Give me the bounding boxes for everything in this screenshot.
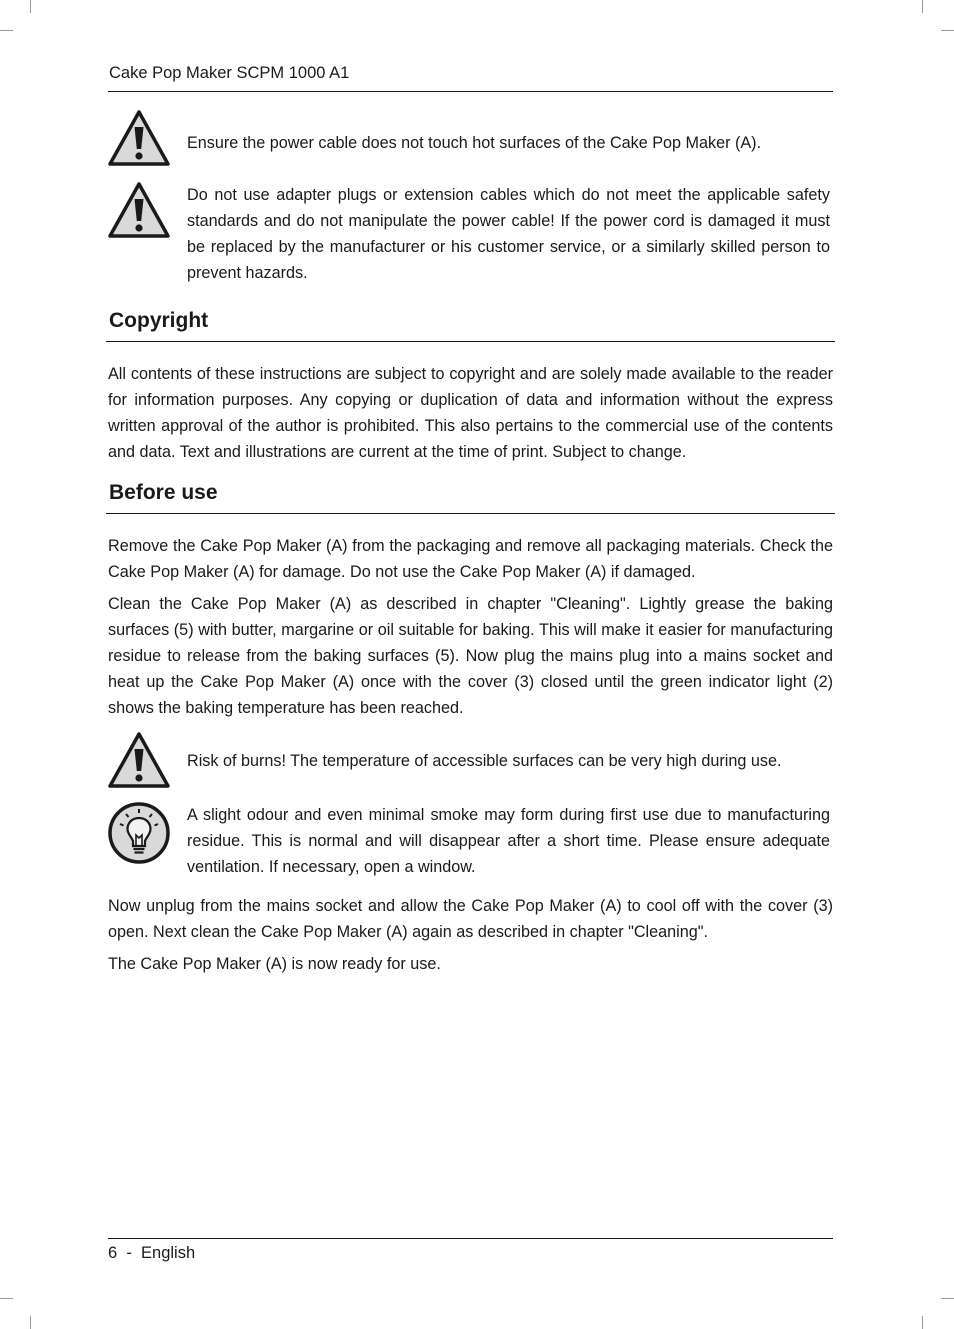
crop-mark: [0, 30, 13, 31]
warning-text: Risk of burns! The temperature of accessible surfaces can be very high during use.: [187, 752, 782, 770]
warning-icon: [108, 182, 170, 238]
crop-mark: [922, 1316, 923, 1329]
before-use-paragraph-2: Clean the Cake Pop Maker (A) as described in chapter "Cleaning". Lightly grease the baking surfaces (5) with butter, margarine or oil suitable for baking. This will make it easier for manufacturing residue to release from the baking surfaces (5). Now plug the mains plug into a mains socket and heat up the Cake Pop Maker (A) once with the cover (3) closed until the green indicator light (2) shows the baking temperature has been reached.: [108, 595, 833, 717]
crop-mark: [941, 30, 954, 31]
before-use-paragraph-3: Now unplug from the mains socket and allow the Cake Pop Maker (A) to cool off with the cover (3) open. Next clean the Cake Pop Maker (A) again as described in chapter "Cleaning".: [108, 897, 833, 941]
page-header-title: Cake Pop Maker SCPM 1000 A1: [109, 64, 350, 82]
page-header: [108, 62, 833, 92]
lightbulb-icon: [108, 802, 170, 864]
page-footer: [108, 1238, 833, 1263]
copyright-paragraph: All contents of these instructions are subject to copyright and are solely made available to the reader for information purposes. Any copying or duplication of data and information without the express written approval of the author is prohibited. This also pertains to the commercial use of the contents and data. Text and illustrations are current at the time of print. Subject to change.: [108, 365, 833, 461]
before-use-paragraph-4: The Cake Pop Maker (A) is now ready for use.: [108, 955, 441, 973]
tip-text: A slight odour and even minimal smoke may form during first use due to manufacturing residue. This is normal and will disappear after a short time. Please ensure adequate ventilation. If necessary, open a window.: [187, 806, 830, 876]
crop-mark: [941, 1298, 954, 1299]
warning-text: Ensure the power cable does not touch hot surfaces of the Cake Pop Maker (A).: [187, 134, 762, 152]
crop-mark: [0, 1298, 13, 1299]
crop-mark: [30, 0, 31, 13]
warning-text: Do not use adapter plugs or extension cables which do not meet the applicable safety standards and do not manipulate the power cable! If the power cord is damaged it must be replaced by the manufacturer or his customer service, or a similarly skilled person to prevent hazards.: [187, 186, 830, 282]
warning-icon: [108, 732, 170, 788]
before-use-paragraph-1: Remove the Cake Pop Maker (A) from the packaging and remove all packaging materials. Check the Cake Pop Maker (A) for damage. Do not use the Cake Pop Maker (A) if damaged.: [108, 537, 833, 581]
crop-mark: [922, 0, 923, 13]
crop-mark: [30, 1316, 31, 1329]
page-number: 6 - English: [108, 1244, 196, 1262]
section-heading-before-use: Before use: [106, 480, 835, 514]
section-heading-copyright: Copyright: [106, 308, 835, 342]
warning-icon: [108, 110, 170, 166]
